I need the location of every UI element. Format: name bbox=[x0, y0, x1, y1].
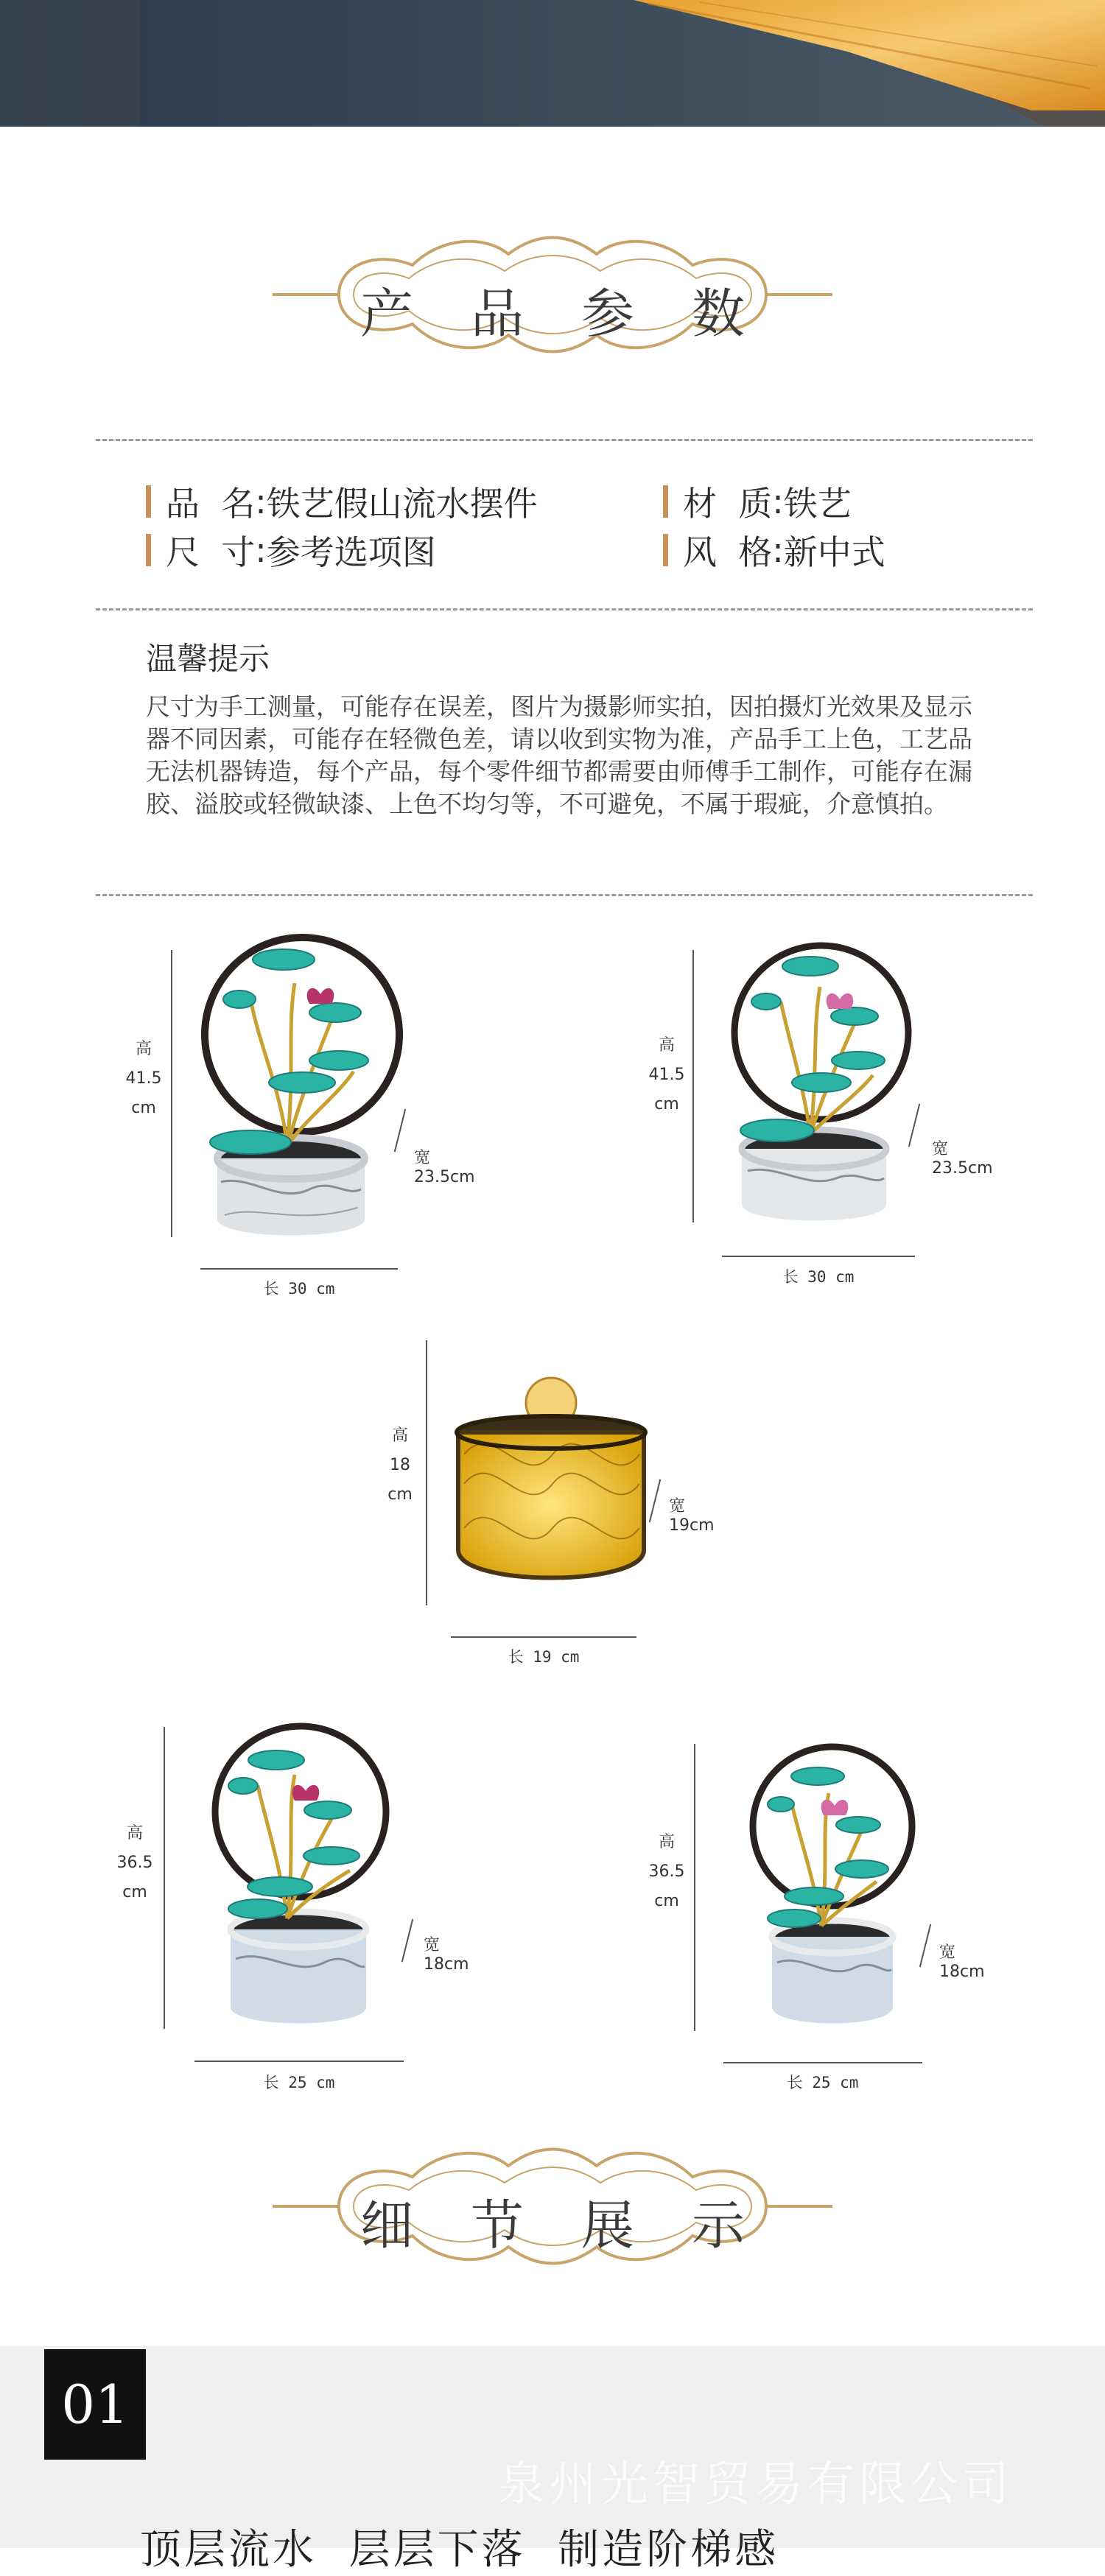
title-char: 示 bbox=[691, 2195, 745, 2256]
section-title-text bbox=[265, 2183, 840, 2259]
title-char: 细 bbox=[359, 2195, 413, 2256]
param-style-value: 新中式 bbox=[783, 532, 885, 572]
height-label: 高 41.5 cm bbox=[648, 1036, 685, 1113]
lotus-fountain-image bbox=[737, 1738, 928, 2040]
notice-title: 温馨提示 bbox=[146, 641, 270, 677]
param-name-value: 铁艺假山流水摆件 bbox=[266, 484, 538, 524]
accent-bar bbox=[146, 534, 151, 566]
notice-body: 尺寸为手工测量，可能存在误差，图片为摄影师实拍，因拍摄灯光效果及显示器不同因素，可能存在轻微色差，请以收到实物为准，产品手工上色，工艺品无法机器铸造，每个产品，每个零件细节都需要由师傅手工制作，可能存在漏胶、溢胶或轻微缺漆、上色不均匀等，不可避免，不属于瑕疵，介意慎拍。 bbox=[146, 692, 972, 818]
lotus-fountain-image bbox=[199, 1716, 405, 2040]
length-line bbox=[722, 1256, 915, 1257]
accent-bar bbox=[146, 485, 151, 518]
top-product-photo bbox=[0, 0, 1105, 127]
length-label: 长 25 cm bbox=[263, 2074, 335, 2091]
param-style-label: 风 格 bbox=[683, 532, 773, 572]
section-title-text bbox=[265, 271, 840, 348]
height-line bbox=[171, 950, 172, 1237]
section-title-details bbox=[265, 2133, 840, 2280]
company-watermark: 泉州光智贸易有限公司 bbox=[498, 2457, 1014, 2512]
detail-heading: 顶层流水 层层下落 制造阶梯感 bbox=[140, 2526, 779, 2574]
title-char: 展 bbox=[580, 2195, 634, 2256]
length-label: 长 30 cm bbox=[263, 1280, 335, 1298]
height-line bbox=[692, 950, 694, 1222]
param-material-label: 材 质 bbox=[683, 484, 773, 524]
width-label: 宽23.5cm bbox=[414, 1149, 475, 1186]
param-name: 品 名 : 铁艺假山流水摆件 bbox=[146, 477, 538, 526]
height-label: 高 36.5 cm bbox=[648, 1833, 685, 1910]
length-line bbox=[451, 1636, 636, 1638]
length-label: 长 25 cm bbox=[787, 2074, 859, 2091]
width-label: 宽23.5cm bbox=[932, 1140, 993, 1178]
param-style: 风 格 : 新中式 bbox=[663, 526, 885, 574]
detail-number-badge: 01 bbox=[44, 2349, 146, 2460]
golden-fountain-image bbox=[449, 1373, 656, 1594]
length-line bbox=[194, 2061, 404, 2062]
length-line bbox=[200, 1268, 398, 1270]
title-char: 参 bbox=[580, 283, 634, 345]
param-material: 材 质 : 铁艺 bbox=[663, 477, 852, 526]
accent-bar bbox=[663, 485, 668, 518]
height-line bbox=[694, 1744, 695, 2031]
height-line bbox=[426, 1340, 427, 1605]
width-label: 宽18cm bbox=[424, 1936, 469, 1974]
lotus-fountain-image bbox=[192, 924, 413, 1263]
length-label: 长 19 cm bbox=[508, 1648, 580, 1666]
param-material-value: 铁艺 bbox=[783, 484, 852, 524]
title-char: 产 bbox=[359, 283, 413, 345]
param-size: 尺 寸 : 参考选项图 bbox=[146, 526, 436, 574]
title-char: 品 bbox=[470, 283, 524, 345]
width-label: 宽18cm bbox=[939, 1943, 985, 1981]
accent-bar bbox=[663, 534, 668, 566]
param-size-value: 参考选项图 bbox=[266, 532, 436, 572]
title-char: 数 bbox=[691, 283, 745, 345]
height-label: 高 18 cm bbox=[387, 1426, 413, 1504]
height-label: 高 41.5 cm bbox=[125, 1040, 162, 1117]
height-line bbox=[164, 1727, 165, 2029]
param-size-label: 尺 寸 bbox=[166, 532, 256, 572]
length-label: 长 30 cm bbox=[782, 1268, 855, 1286]
title-char: 节 bbox=[470, 2195, 524, 2256]
lotus-fountain-image bbox=[718, 935, 917, 1245]
divider-dashed bbox=[96, 439, 1033, 441]
height-label: 高 36.5 cm bbox=[116, 1824, 153, 1901]
divider-dashed bbox=[96, 894, 1033, 896]
section-title-params bbox=[265, 221, 840, 368]
divider-dashed bbox=[96, 608, 1033, 610]
length-line bbox=[723, 2062, 922, 2063]
width-label: 宽19cm bbox=[669, 1497, 715, 1535]
param-name-label: 品 名 bbox=[166, 484, 256, 524]
